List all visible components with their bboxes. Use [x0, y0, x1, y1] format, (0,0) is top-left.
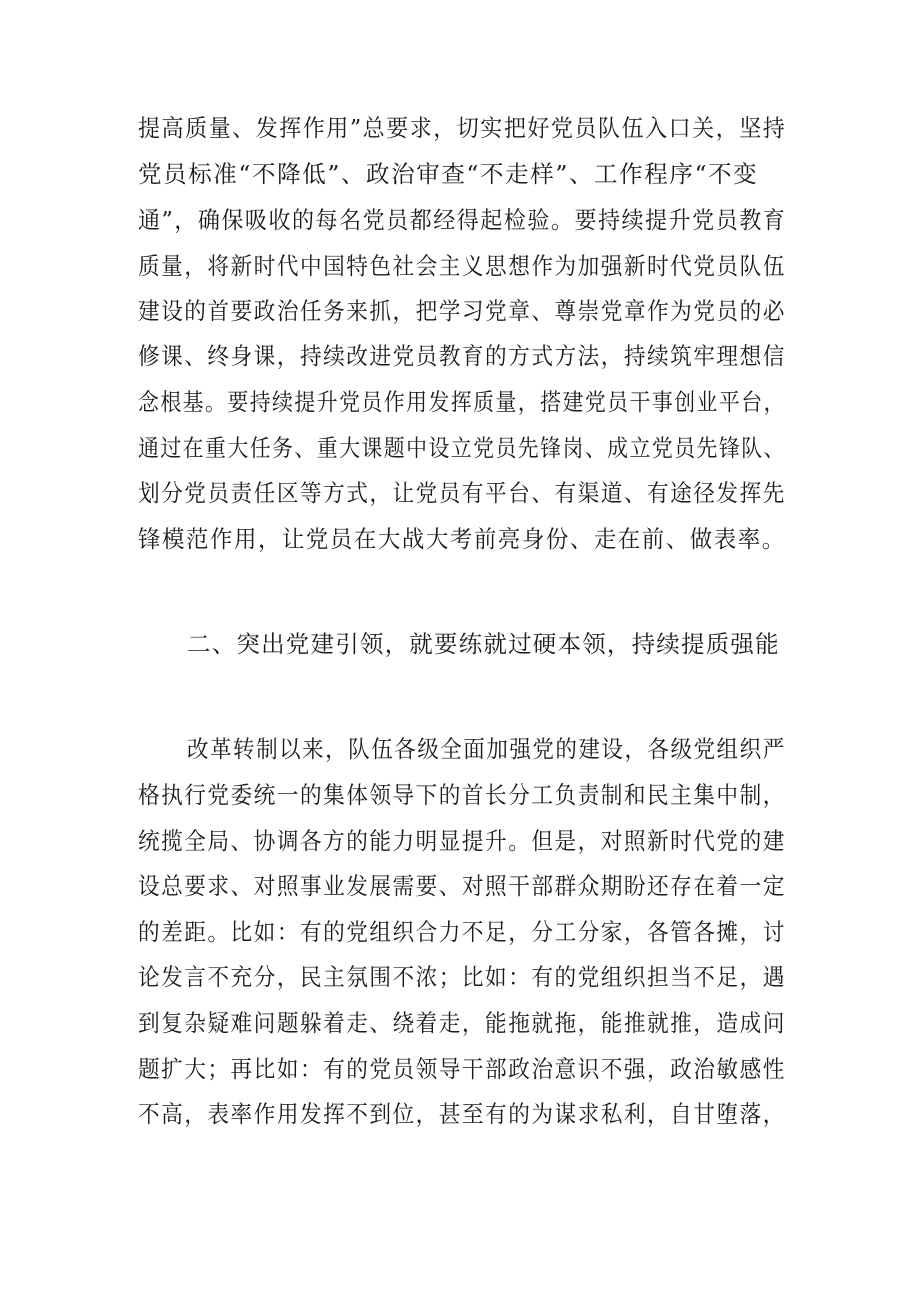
paragraph-line: 念根基。要持续提升党员作用发挥质量，搭建党员干事创业平台， [138, 388, 786, 416]
paragraph-line: 划分党员责任区等方式，让党员有平台、有渠道、有途径发挥先 [138, 479, 786, 507]
paragraph-line: 格执行党委统一的集体领导下的首长分工负责制和民主集中制， [138, 781, 786, 809]
paragraph-line: 的差距。比如：有的党组织合力不足，分工分家，各管各摊，讨 [138, 918, 786, 946]
paragraph-line: 到复杂疑难问题躲着走、绕着走，能拖就拖，能推就推，造成问 [138, 1009, 786, 1037]
paragraph-line: 不高，表率作用发挥不到位，甚至有的为谋求私利，自甘堕落， [138, 1100, 786, 1128]
paragraph-line: 设总要求、对照事业发展需要、对照干部群众期盼还存在着一定 [138, 872, 786, 900]
paragraph-line: 建设的首要政治任务来抓，把学习党章、尊崇党章作为党员的必 [138, 297, 786, 325]
paragraph-line: 题扩大；再比如：有的党员领导干部政治意识不强，政治敏感性 [138, 1055, 786, 1083]
paragraph-line: 改革转制以来，队伍各级全面加强党的建设，各级党组织严 [187, 735, 786, 763]
section-heading: 二、突出党建引领，就要练就过硬本领，持续提质强能 [187, 630, 780, 658]
paragraph-line: 党员标准“不降低”、政治审查“不走样”、工作程序“不变 [138, 160, 759, 188]
paragraph-line: 修课、终身课，持续改进党员教育的方式方法，持续筑牢理想信 [138, 342, 786, 370]
paragraph-line: 通”，确保吸收的每名党员都经得起检验。要持续提升党员教育 [138, 206, 787, 234]
paragraph-line: 通过在重大任务、重大课题中设立党员先锋岗、成立党员先锋队、 [138, 434, 786, 462]
paragraph-line: 论发言不充分，民主氛围不浓；比如：有的党组织担当不足，遇 [138, 963, 786, 991]
paragraph-line: 锋模范作用，让党员在大战大考前亮身份、走在前、做表率。 [138, 525, 786, 553]
paragraph-line: 统揽全局、协调各方的能力明显提升。但是，对照新时代党的建 [138, 827, 786, 855]
paragraph-line: 提高质量、发挥作用”总要求，切实把好党员队伍入口关，坚持 [138, 114, 787, 142]
paragraph-line: 质量，将新时代中国特色社会主义思想作为加强新时代党员队伍 [138, 252, 786, 280]
